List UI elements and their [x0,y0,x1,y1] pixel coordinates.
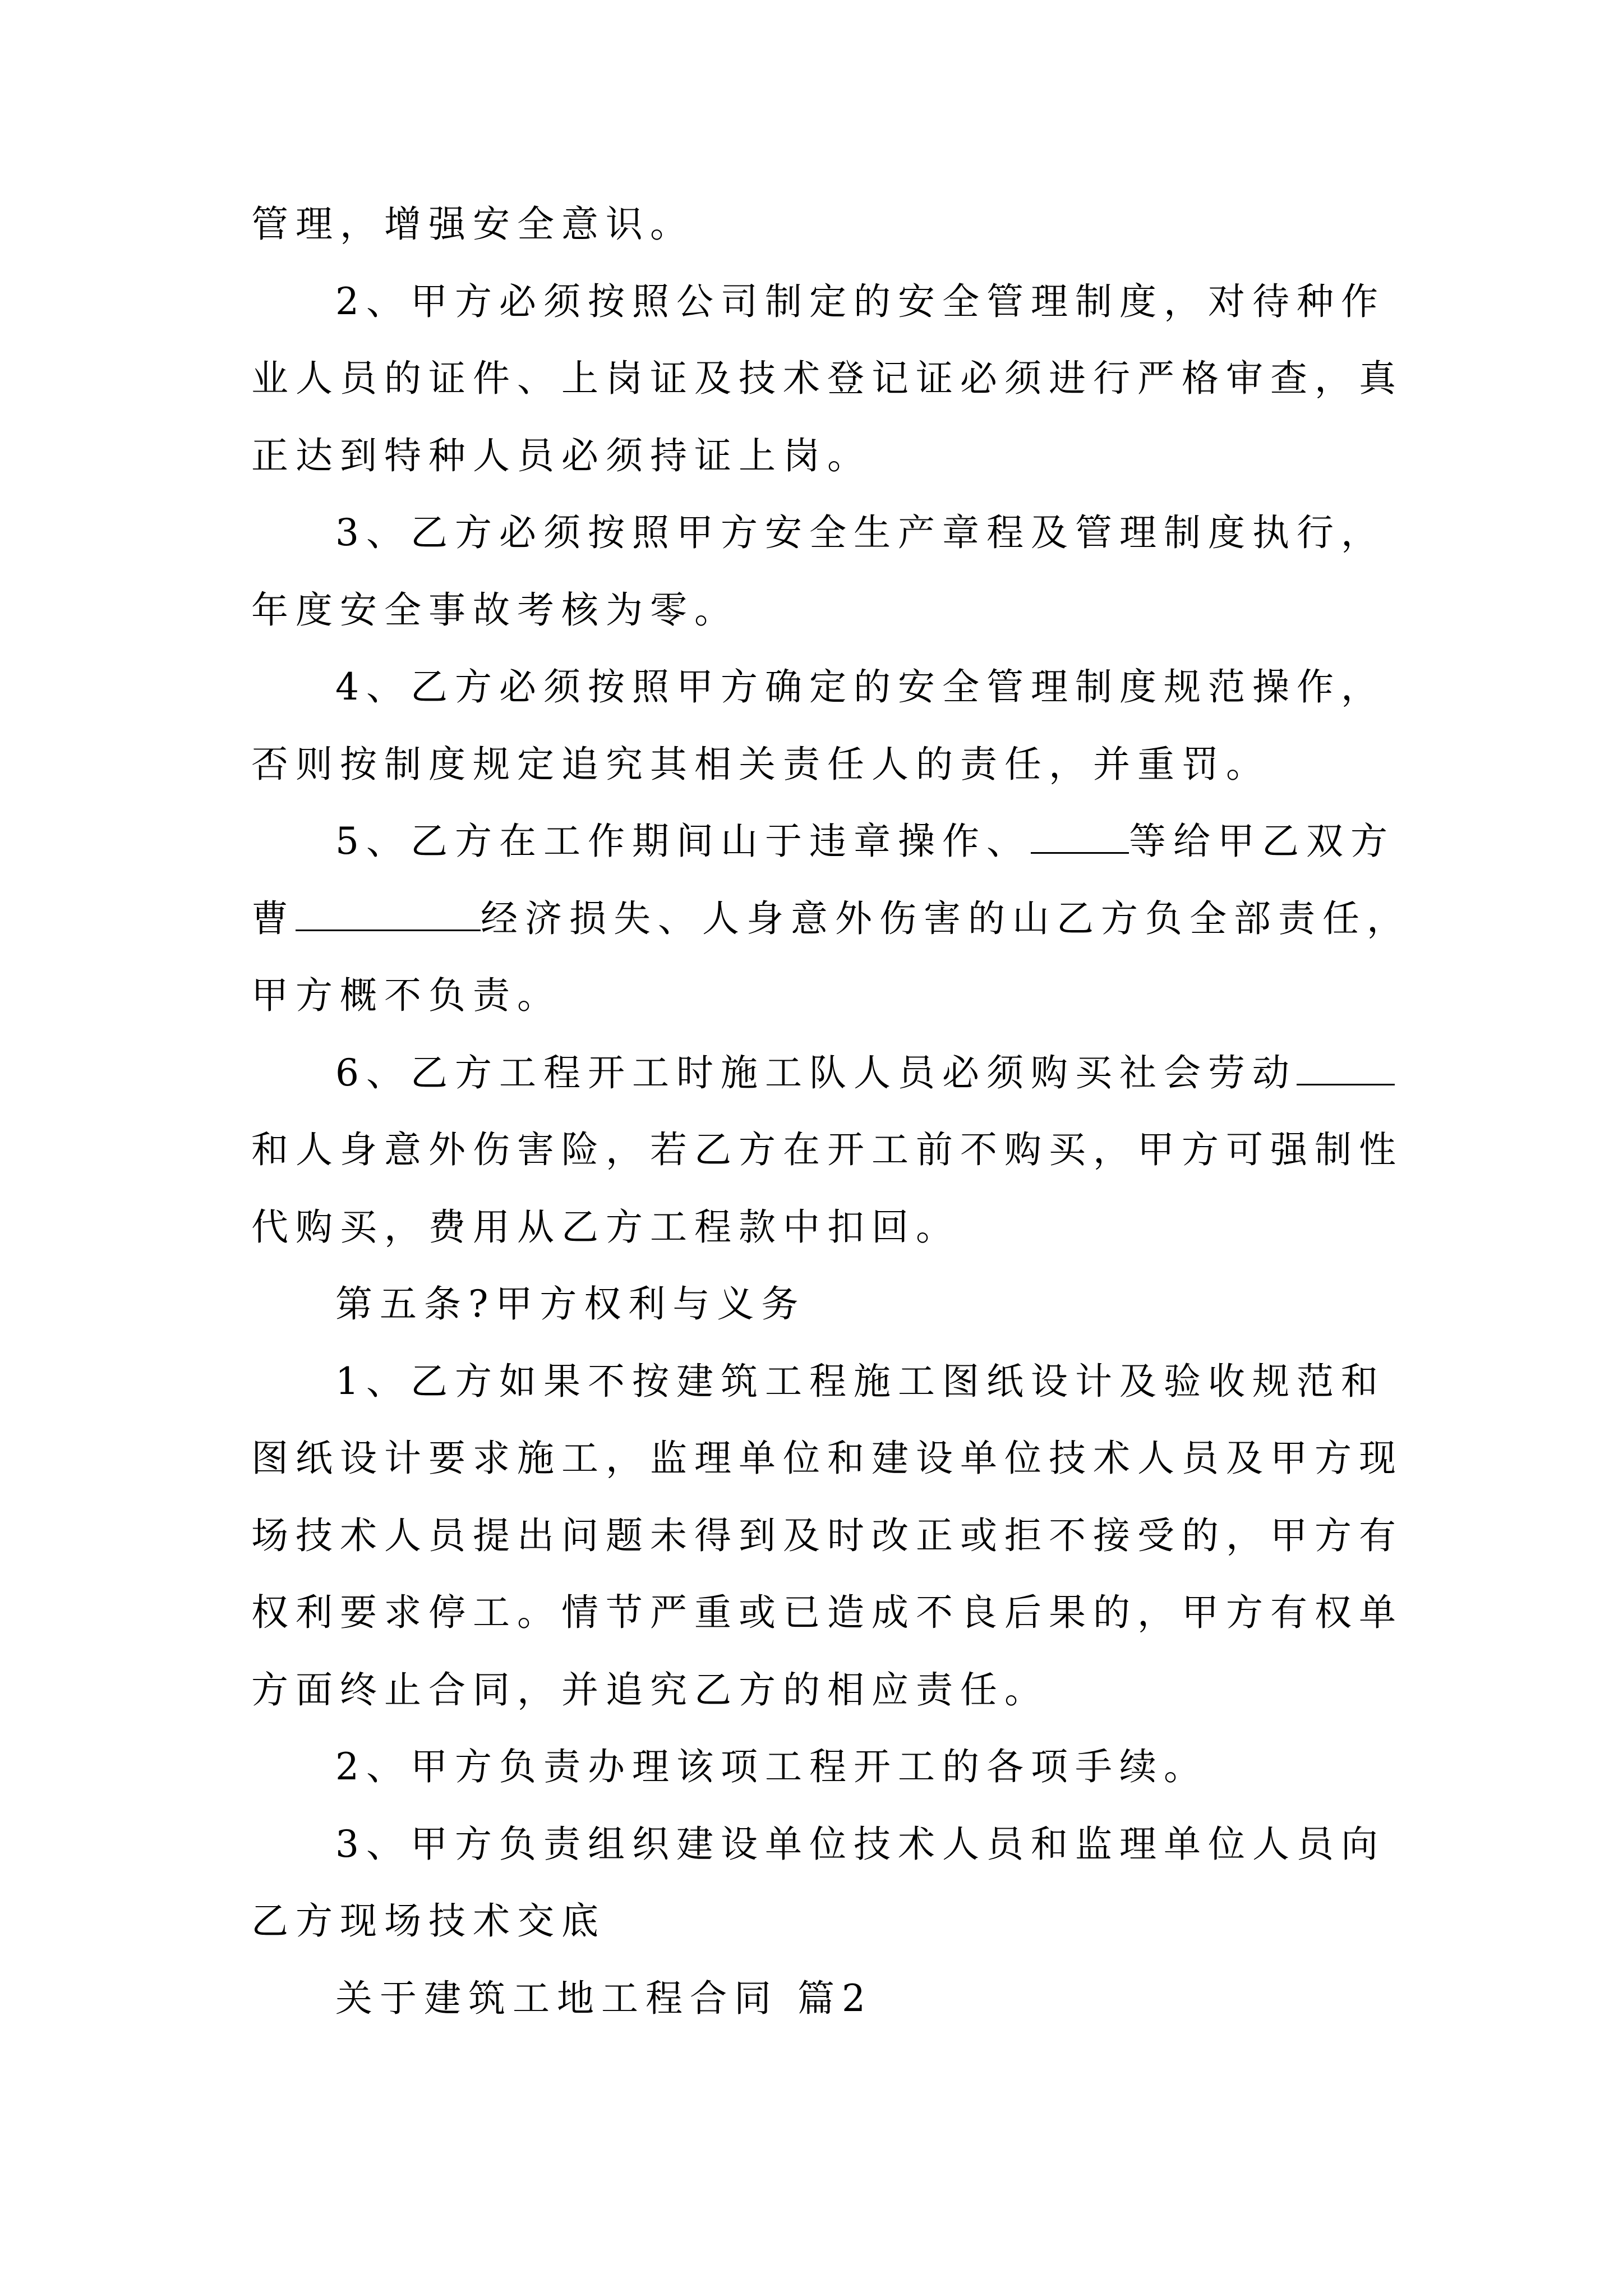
text-segment: 曹 [251,897,296,940]
text-line [251,880,1440,958]
text-line: 代购买，费用从乙方工程款中扣回。 [251,1205,960,1249]
text-line: 3、乙方必须按照甲方安全生产章程及管理制度执行， [335,511,1385,554]
text-line [335,802,1524,881]
fill-in-blank[interactable] [296,899,481,931]
text-line: 2、甲方必须按照公司制定的安全管理制度，对待种作 [335,280,1385,323]
text-line: 业人员的证件、上岗证及技术登记证必须进行严格审查，真 [251,357,1403,400]
text-line: 正达到特种人员必须持证上岗。 [251,434,872,477]
text-segment: 5、乙方在工作期间山于违章操作、 [335,820,1031,863]
text-line: 3、甲方负责组织建设单位技术人员和监理单位人员向 [335,1823,1385,1866]
fill-in-blank[interactable] [1297,1053,1395,1085]
text-segment: 经济损失、人身意外伤害的山乙方负全部责任， [481,897,1411,940]
text-line [335,1034,1524,1112]
text-line: 2、甲方负责办理该项工程开工的各项手续。 [335,1745,1208,1788]
section-heading: 第五条?甲方权利与义务 [335,1282,806,1326]
text-line: 1、乙方如果不按建筑工程施工图纸设计及验收规范和 [335,1360,1385,1403]
text-line: 权利要求停工。情节严重或已造成不良后果的，甲方有权单 [251,1591,1403,1634]
fill-in-blank[interactable] [1031,822,1129,854]
text-line: 乙方现场技术交底 [251,1899,606,1943]
text-line: 场技术人员提出问题未得到及时改正或拒不接受的，甲方有 [251,1514,1403,1557]
text-line: 管理，增强安全意识。 [251,203,694,246]
text-line: 4、乙方必须按照甲方确定的安全管理制度规范操作， [335,665,1385,708]
text-line: 方面终止合同，并追究乙方的相应责任。 [251,1668,1049,1711]
text-line: 年度安全事故考核为零。 [251,588,739,632]
text-segment: 6、乙方工程开工时施工队人员必须购买社会劳动 [335,1051,1297,1094]
section-title: 关于建筑工地工程合同 篇2 [335,1977,873,2020]
text-line: 甲方概不负责。 [251,974,561,1017]
text-line: 否则按制度规定追究其相关责任人的责任，并重罚。 [251,743,1270,786]
text-line: 图纸设计要求施工，监理单位和建设单位技术人员及甲方现 [251,1437,1403,1480]
text-segment: 等给甲乙双方 [1129,820,1395,863]
text-line: 和人身意外伤害险，若乙方在开工前不购买，甲方可强制性 [251,1128,1403,1171]
